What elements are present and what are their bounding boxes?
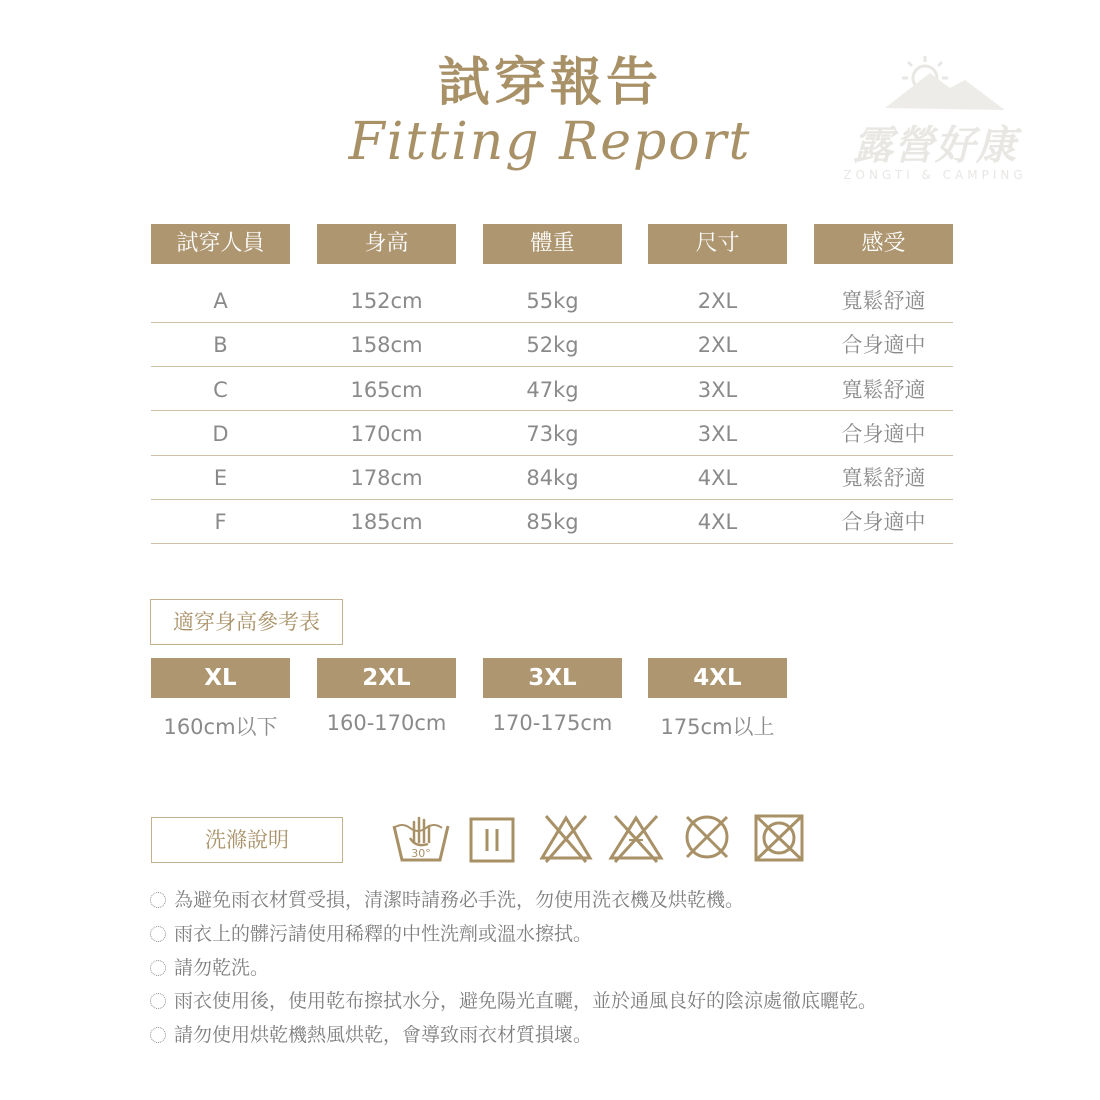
- no-machine-dry-icon: [752, 812, 806, 864]
- size-4xl-range: 175cm以上: [660, 715, 775, 739]
- page-title: 試穿報告: [437, 53, 662, 113]
- cell-weight: 52kg: [526, 333, 579, 357]
- cell-feeling: 寬鬆舒適: [841, 378, 926, 402]
- bullet-icon: [150, 993, 166, 1009]
- cell-size: 3XL: [697, 422, 738, 446]
- care-note-text: 雨衣上的髒污請使用稀釋的中性洗劑或溫水擦拭。: [174, 923, 593, 945]
- bullet-icon: [150, 1027, 166, 1043]
- cell-size: 2XL: [697, 333, 738, 357]
- cell-tester: D: [212, 422, 229, 446]
- header-feeling: 感受: [814, 224, 953, 264]
- care-note-text: 請勿使用烘乾機熱風烘乾，會導致雨衣材質損壞。: [174, 1024, 593, 1046]
- row-divider: [151, 543, 953, 544]
- row-divider: [151, 366, 953, 367]
- no-bleach-icon: [538, 812, 594, 864]
- size-xl-range: 160cm以下: [163, 715, 278, 739]
- care-note: [150, 886, 744, 914]
- care-note: [150, 954, 269, 982]
- size-2xl-range: 160-170cm: [326, 711, 447, 735]
- row-divider: [151, 410, 953, 411]
- cell-feeling: 寬鬆舒適: [841, 466, 926, 490]
- cell-weight: 84kg: [526, 466, 579, 490]
- cell-height: 185cm: [350, 510, 423, 534]
- no-chlorine-bleach-icon: [607, 812, 665, 864]
- cell-tester: F: [214, 510, 227, 534]
- care-note-text: 為避免雨衣材質受損，清潔時請務必手洗，勿使用洗衣機及烘乾機。: [174, 889, 745, 911]
- size-3xl-range: 170-175cm: [492, 711, 613, 735]
- cell-height: 170cm: [350, 422, 423, 446]
- cell-weight: 47kg: [526, 378, 579, 402]
- row-divider: [151, 455, 953, 456]
- cell-size: 4XL: [697, 510, 738, 534]
- size-reference-label: 適穿身高參考表: [150, 599, 343, 645]
- no-tumble-dry-icon: [682, 812, 732, 862]
- cell-weight: 55kg: [526, 289, 579, 313]
- cell-height: 152cm: [350, 289, 423, 313]
- cell-feeling: 合身適中: [841, 422, 926, 446]
- row-divider: [151, 322, 953, 323]
- hand-wash-30-icon: [390, 812, 452, 864]
- care-note: [150, 987, 877, 1015]
- logo-subtext: ZONGTI & CAMPING: [843, 168, 1027, 182]
- cell-feeling: 合身適中: [841, 333, 926, 357]
- care-note-text: 雨衣使用後，使用乾布擦拭水分，避免陽光直曬，並於通風良好的陰涼處徹底曬乾。: [174, 990, 878, 1012]
- cell-weight: 85kg: [526, 510, 579, 534]
- size-3xl-header: 3XL: [483, 658, 622, 698]
- cell-tester: C: [213, 378, 228, 402]
- brand-logo: [830, 48, 1040, 188]
- row-divider: [151, 499, 953, 500]
- header-size: 尺寸: [648, 224, 787, 264]
- cell-weight: 73kg: [526, 422, 579, 446]
- header-height: 身高: [317, 224, 456, 264]
- size-2xl-header: 2XL: [317, 658, 456, 698]
- cell-feeling: 寬鬆舒適: [841, 289, 926, 313]
- cell-size: 2XL: [697, 289, 738, 313]
- care-note: [150, 920, 592, 948]
- bullet-icon: [150, 892, 166, 908]
- logo-wordmark: 露營好康: [853, 123, 1017, 169]
- size-4xl-header: 4XL: [648, 658, 787, 698]
- cell-height: 158cm: [350, 333, 423, 357]
- cell-size: 3XL: [697, 378, 738, 402]
- size-xl-header: XL: [151, 658, 290, 698]
- line-dry-icon: [468, 816, 516, 864]
- mountain-sun-logo-icon: [830, 48, 1040, 118]
- cell-feeling: 合身適中: [841, 510, 926, 534]
- care-note: [150, 1021, 592, 1049]
- cell-height: 165cm: [350, 378, 423, 402]
- header-tester: 試穿人員: [151, 224, 290, 264]
- wash-temperature: 30°: [411, 847, 431, 860]
- bullet-icon: [150, 926, 166, 942]
- care-note-text: 請勿乾洗。: [174, 957, 270, 979]
- cell-tester: E: [213, 466, 228, 490]
- care-label: 洗滌說明: [151, 817, 343, 863]
- cell-size: 4XL: [697, 466, 738, 490]
- page-subtitle: Fitting Report: [348, 112, 752, 172]
- header-weight: 體重: [483, 224, 622, 264]
- cell-tester: A: [213, 289, 228, 313]
- bullet-icon: [150, 960, 166, 976]
- cell-tester: B: [213, 333, 228, 357]
- cell-height: 178cm: [350, 466, 423, 490]
